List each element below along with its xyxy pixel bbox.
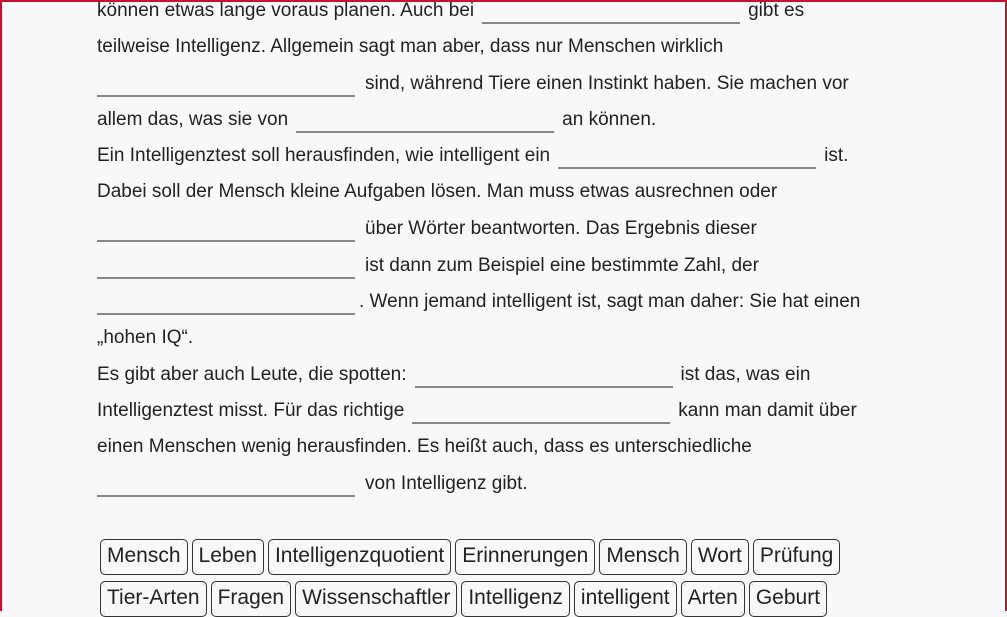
text-line <box>97 327 193 363</box>
text-segment: teilweise Intelligenz. Allgemein sagt man aber, dass nur Menschen wirklich <box>97 36 724 57</box>
blank-field[interactable] <box>97 473 355 497</box>
word-chip[interactable]: Intelligenzquotient <box>268 539 451 575</box>
text-segment: von Intelligenz gibt. <box>365 473 528 494</box>
text-line <box>97 473 528 509</box>
blank-field[interactable] <box>97 73 355 97</box>
word-bank-row <box>100 581 831 617</box>
word-chip[interactable]: Mensch <box>100 539 188 575</box>
word-chip[interactable]: Mensch <box>599 539 687 575</box>
blank-field[interactable] <box>97 218 355 242</box>
blank-field[interactable] <box>412 400 670 424</box>
text-line <box>97 364 810 400</box>
text-line <box>97 400 857 436</box>
text-line <box>97 109 656 145</box>
blank-field[interactable] <box>482 0 740 24</box>
word-chip[interactable]: Erinnerungen <box>455 539 595 575</box>
text-segment: an können. <box>562 109 657 130</box>
text-segment: gibt es <box>748 0 805 21</box>
text-segment: Es gibt aber auch Leute, die spotten: <box>97 364 407 385</box>
word-chip[interactable]: Wort <box>691 539 749 575</box>
word-chip[interactable]: Wissenschaftler <box>295 581 457 617</box>
text-line <box>97 181 777 217</box>
blank-field[interactable] <box>415 364 673 388</box>
text-segment: allem das, was sie von <box>97 109 289 130</box>
text-segment: ist dann zum Beispiel eine bestimmte Zahl, der <box>365 255 759 276</box>
text-segment: einen Menschen wenig herausfinden. Es heißt auch, dass es unterschiedliche <box>97 436 752 457</box>
word-chip[interactable]: Prüfung <box>753 539 841 575</box>
text-line <box>97 255 759 291</box>
text-line <box>97 436 752 472</box>
text-line <box>97 145 848 181</box>
word-chip[interactable]: Intelligenz <box>461 581 570 617</box>
blank-field[interactable] <box>97 255 355 279</box>
text-segment: über Wörter beantworten. Das Ergebnis dieser <box>365 218 757 239</box>
text-segment: sind, während Tiere einen Instinkt haben. Sie machen vor <box>365 73 849 94</box>
text-segment: ist. <box>824 145 849 166</box>
word-chip[interactable]: intelligent <box>574 581 677 617</box>
text-line <box>97 218 757 254</box>
text-segment: Intelligenztest misst. Für das richtige <box>97 400 405 421</box>
text-segment: Ein Intelligenztest soll herausfinden, wie intelligent ein <box>97 145 551 166</box>
blank-field[interactable] <box>558 145 816 169</box>
text-segment: Dabei soll der Mensch kleine Aufgaben lösen. Man muss etwas ausrechnen oder <box>97 181 778 202</box>
word-chip[interactable]: Fragen <box>211 581 292 617</box>
text-line <box>97 73 849 109</box>
word-chip[interactable]: Arten <box>681 581 745 617</box>
word-bank-row <box>100 539 844 575</box>
word-chip[interactable]: Tier-Arten <box>100 581 207 617</box>
text-segment: . Wenn jemand intelligent ist, sagt man daher: Sie hat einen <box>359 291 861 312</box>
text-line <box>97 36 723 72</box>
text-segment: kann man damit über <box>678 400 857 421</box>
text-line <box>97 291 860 327</box>
text-segment: ist das, was ein <box>680 364 811 385</box>
text-line <box>97 0 804 36</box>
word-chip[interactable]: Leben <box>192 539 264 575</box>
blank-field[interactable] <box>296 109 554 133</box>
text-segment: können etwas lange voraus planen. Auch bei <box>97 0 475 21</box>
text-segment: „hohen IQ“. <box>97 327 194 348</box>
word-chip[interactable]: Geburt <box>749 581 827 617</box>
blank-field[interactable] <box>97 291 355 315</box>
